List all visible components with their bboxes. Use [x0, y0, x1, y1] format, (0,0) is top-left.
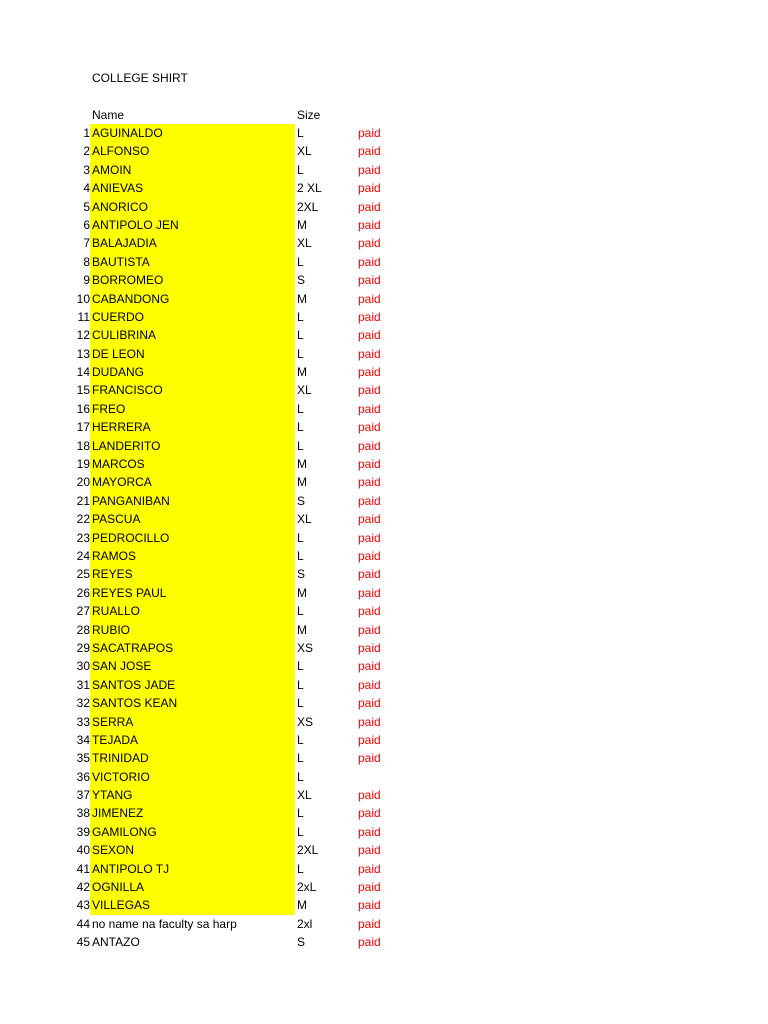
- payment-status: paid: [358, 254, 381, 269]
- shirt-size: XL: [297, 383, 312, 398]
- shirt-size: XL: [297, 512, 312, 527]
- row-number: 3: [83, 162, 90, 177]
- student-name: REYES PAUL: [90, 584, 295, 602]
- student-name: ANTIPOLO TJ: [90, 860, 295, 878]
- student-name: PANGANIBAN: [90, 492, 295, 510]
- table-row: [0, 418, 768, 436]
- table-row: [0, 308, 768, 326]
- shirt-size: 2XL: [297, 199, 319, 214]
- shirt-size: L: [297, 420, 304, 435]
- payment-status: paid: [358, 457, 381, 472]
- payment-status: paid: [358, 236, 381, 251]
- row-number: 13: [76, 346, 90, 361]
- row-number: 41: [76, 861, 90, 876]
- payment-status: paid: [358, 935, 381, 950]
- row-number: 43: [76, 898, 90, 913]
- shirt-size: 2xL: [297, 880, 317, 895]
- row-number: 45: [76, 935, 90, 950]
- student-name: VILLEGAS: [90, 896, 295, 914]
- student-name: MARCOS: [90, 455, 295, 473]
- student-name: OGNILLA: [90, 878, 295, 896]
- payment-status: paid: [358, 824, 381, 839]
- table-row: [0, 124, 768, 142]
- student-name: BORROMEO: [90, 271, 295, 289]
- row-number: 21: [76, 493, 90, 508]
- student-name: ANTAZO: [92, 935, 140, 950]
- row-number: 24: [76, 548, 90, 563]
- payment-status: paid: [358, 162, 381, 177]
- table-row: [0, 253, 768, 271]
- shirt-size: XL: [297, 236, 312, 251]
- student-name: DE LEON: [90, 345, 295, 363]
- shirt-size: S: [297, 935, 306, 950]
- student-name: CUERDO: [90, 308, 295, 326]
- student-name: SANTOS JADE: [90, 676, 295, 694]
- student-name: BALAJADIA: [90, 234, 295, 252]
- shirt-size: M: [297, 291, 307, 306]
- shirt-size: L: [297, 254, 304, 269]
- shirt-size: L: [297, 438, 304, 453]
- payment-status: paid: [358, 328, 381, 343]
- student-name: SANTOS KEAN: [90, 694, 295, 712]
- student-name: BAUTISTA: [90, 253, 295, 271]
- row-number: 4: [83, 181, 90, 196]
- row-number: 29: [76, 640, 90, 655]
- row-number: 39: [76, 824, 90, 839]
- shirt-size: L: [297, 696, 304, 711]
- row-number: 31: [76, 677, 90, 692]
- student-name: PEDROCILLO: [90, 529, 295, 547]
- table-row: [0, 676, 768, 694]
- payment-status: paid: [358, 843, 381, 858]
- payment-status: paid: [358, 916, 381, 931]
- payment-status: paid: [358, 732, 381, 747]
- table-row: [0, 216, 768, 234]
- table-row: [0, 823, 768, 841]
- payment-status: paid: [358, 677, 381, 692]
- row-number: 34: [76, 732, 90, 747]
- student-name: GAMILONG: [90, 823, 295, 841]
- student-name: FREO: [90, 400, 295, 418]
- shirt-size: L: [297, 530, 304, 545]
- shirt-size: L: [297, 346, 304, 361]
- shirt-size: M: [297, 898, 307, 913]
- payment-status: paid: [358, 788, 381, 803]
- table-row: [0, 161, 768, 179]
- shirt-size: M: [297, 365, 307, 380]
- table-row: [0, 786, 768, 804]
- payment-status: paid: [358, 438, 381, 453]
- payment-status: paid: [358, 144, 381, 159]
- row-number: 19: [76, 457, 90, 472]
- table-row: [0, 878, 768, 896]
- shirt-size: XS: [297, 714, 314, 729]
- row-number: 8: [83, 254, 90, 269]
- payment-status: paid: [358, 659, 381, 674]
- student-name: DUDANG: [90, 363, 295, 381]
- payment-status: paid: [358, 622, 381, 637]
- shirt-size: L: [297, 677, 304, 692]
- shirt-size: 2 XL: [297, 181, 322, 196]
- row-number: 11: [77, 309, 90, 324]
- shirt-size: M: [297, 475, 307, 490]
- student-name: LANDERITO: [90, 437, 295, 455]
- payment-status: paid: [358, 512, 381, 527]
- payment-status: paid: [358, 604, 381, 619]
- student-name: FRANCISCO: [90, 381, 295, 399]
- payment-status: paid: [358, 420, 381, 435]
- shirt-size: L: [297, 806, 304, 821]
- row-number: 7: [83, 236, 90, 251]
- row-number: 6: [83, 217, 90, 232]
- shirt-size: L: [297, 604, 304, 619]
- row-number: 32: [76, 696, 90, 711]
- row-number: 15: [76, 383, 90, 398]
- shirt-order-table: [0, 124, 768, 952]
- student-name: VICTORIO: [90, 768, 295, 786]
- student-name: ANTIPOLO JEN: [90, 216, 295, 234]
- row-number: 1: [83, 126, 90, 140]
- row-number: 14: [76, 365, 90, 380]
- student-name: AMOIN: [90, 161, 295, 179]
- payment-status: paid: [358, 401, 381, 416]
- table-row: [0, 400, 768, 418]
- table-row: [0, 290, 768, 308]
- row-number: 25: [76, 567, 90, 582]
- shirt-size: L: [297, 309, 304, 324]
- payment-status: paid: [358, 273, 381, 288]
- student-name: RUBIO: [90, 621, 295, 639]
- shirt-size: L: [297, 162, 304, 177]
- shirt-size: L: [297, 861, 304, 876]
- table-header: [0, 107, 768, 123]
- payment-status: paid: [358, 898, 381, 913]
- row-number: 9: [83, 273, 90, 288]
- table-row: [0, 455, 768, 473]
- size-column-header: Size: [297, 108, 321, 122]
- student-name: no name na faculty sa harp: [92, 916, 237, 931]
- table-row: [0, 749, 768, 767]
- shirt-size: 2xl: [297, 916, 313, 931]
- row-number: 35: [76, 751, 90, 766]
- row-number: 10: [76, 291, 90, 306]
- table-row: [0, 713, 768, 731]
- student-name: ANORICO: [90, 198, 295, 216]
- row-number: 36: [76, 769, 90, 784]
- row-number: 23: [76, 530, 90, 545]
- payment-status: paid: [358, 199, 381, 214]
- payment-status: paid: [358, 548, 381, 563]
- row-number: 40: [76, 843, 90, 858]
- row-number: 33: [76, 714, 90, 729]
- shirt-size: XS: [297, 640, 314, 655]
- payment-status: paid: [358, 493, 381, 508]
- table-row: [0, 933, 768, 951]
- table-row: [0, 584, 768, 602]
- student-name: ALFONSO: [90, 142, 295, 160]
- table-row: [0, 621, 768, 639]
- page-title: COLLEGE SHIRT: [92, 71, 188, 85]
- table-row: [0, 896, 768, 914]
- student-name: SEXON: [90, 841, 295, 859]
- shirt-size: M: [297, 457, 307, 472]
- table-row: [0, 271, 768, 289]
- payment-status: paid: [358, 346, 381, 361]
- table-row: [0, 639, 768, 657]
- shirt-size: XL: [297, 788, 312, 803]
- table-row: [0, 437, 768, 455]
- table-row: [0, 657, 768, 675]
- table-row: [0, 915, 768, 933]
- student-name: PASCUA: [90, 510, 295, 528]
- shirt-size: L: [297, 751, 304, 766]
- table-row: [0, 731, 768, 749]
- payment-status: paid: [358, 181, 381, 196]
- shirt-size: L: [297, 548, 304, 563]
- payment-status: paid: [358, 751, 381, 766]
- student-name: RUALLO: [90, 602, 295, 620]
- payment-status: paid: [358, 217, 381, 232]
- student-name: REYES: [90, 565, 295, 583]
- shirt-size: L: [297, 659, 304, 674]
- row-number: 22: [76, 512, 90, 527]
- payment-status: paid: [358, 806, 381, 821]
- table-row: [0, 602, 768, 620]
- table-row: [0, 510, 768, 528]
- shirt-size: S: [297, 273, 306, 288]
- row-number: 20: [76, 475, 90, 490]
- row-number: 18: [76, 438, 90, 453]
- payment-status: paid: [358, 365, 381, 380]
- shirt-size: L: [297, 401, 304, 416]
- shirt-size: L: [297, 769, 304, 784]
- row-number: 17: [76, 420, 90, 435]
- table-row: [0, 363, 768, 381]
- payment-status: paid: [358, 530, 381, 545]
- table-row: [0, 860, 768, 878]
- row-number: 38: [76, 806, 90, 821]
- shirt-size: 2XL: [297, 843, 319, 858]
- payment-status: paid: [358, 383, 381, 398]
- table-row: [0, 473, 768, 491]
- row-number: 27: [76, 604, 90, 619]
- table-row: [0, 694, 768, 712]
- student-name: AGUINALDO: [90, 124, 295, 142]
- row-number: 44: [76, 916, 90, 931]
- table-row: [0, 565, 768, 583]
- table-row: [0, 381, 768, 399]
- table-row: [0, 841, 768, 859]
- student-name: TRINIDAD: [90, 749, 295, 767]
- shirt-size: L: [297, 824, 304, 839]
- shirt-size: XL: [297, 144, 312, 159]
- payment-status: paid: [358, 861, 381, 876]
- name-column-header: Name: [92, 108, 125, 122]
- row-number: 30: [76, 659, 90, 674]
- row-number: 16: [76, 401, 90, 416]
- payment-status: paid: [358, 714, 381, 729]
- payment-status: paid: [358, 696, 381, 711]
- shirt-size: M: [297, 622, 307, 637]
- payment-status: paid: [358, 126, 381, 140]
- row-number: 5: [83, 199, 90, 214]
- student-name: HERRERA: [90, 418, 295, 436]
- shirt-size: S: [297, 493, 306, 508]
- row-number: 37: [76, 788, 90, 803]
- shirt-size: M: [297, 585, 307, 600]
- shirt-size: S: [297, 567, 306, 582]
- student-name: SAN JOSE: [90, 657, 295, 675]
- student-name: MAYORCA: [90, 473, 295, 491]
- table-row: [0, 768, 768, 786]
- row-number: 28: [76, 622, 90, 637]
- table-row: [0, 804, 768, 822]
- table-row: [0, 547, 768, 565]
- student-name: RAMOS: [90, 547, 295, 565]
- table-row: [0, 179, 768, 197]
- table-row: [0, 529, 768, 547]
- student-name: YTANG: [90, 786, 295, 804]
- shirt-size: L: [297, 328, 304, 343]
- payment-status: paid: [358, 309, 381, 324]
- student-name: CULIBRINA: [90, 326, 295, 344]
- row-number: 42: [76, 880, 90, 895]
- table-row: [0, 492, 768, 510]
- student-name: SERRA: [90, 713, 295, 731]
- payment-status: paid: [358, 291, 381, 306]
- student-name: ANIEVAS: [90, 179, 295, 197]
- student-name: TEJADA: [90, 731, 295, 749]
- shirt-size: M: [297, 217, 307, 232]
- row-number: 2: [83, 144, 90, 159]
- table-row: [0, 326, 768, 344]
- payment-status: paid: [358, 585, 381, 600]
- table-row: [0, 234, 768, 252]
- row-number: 26: [76, 585, 90, 600]
- student-name: CABANDONG: [90, 290, 295, 308]
- payment-status: paid: [358, 640, 381, 655]
- shirt-size: L: [297, 126, 304, 140]
- shirt-size: L: [297, 732, 304, 747]
- payment-status: paid: [358, 567, 381, 582]
- payment-status: paid: [358, 880, 381, 895]
- row-number: 12: [76, 328, 90, 343]
- student-name: JIMENEZ: [90, 804, 295, 822]
- table-row: [0, 345, 768, 363]
- student-name: SACATRAPOS: [90, 639, 295, 657]
- table-row: [0, 198, 768, 216]
- table-row: [0, 142, 768, 160]
- payment-status: paid: [358, 475, 381, 490]
